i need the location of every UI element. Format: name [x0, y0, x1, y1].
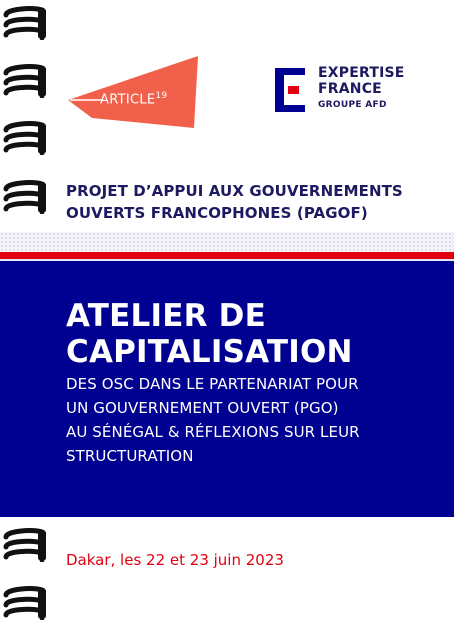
- subtitle-line: AU SÉNÉGAL & RÉFLEXIONS SUR LEUR: [66, 423, 360, 441]
- workshop-title-line2: CAPITALISATION: [66, 334, 353, 370]
- article19-logo-text: ARTICLE$^{19}$: [100, 91, 168, 108]
- workshop-title-line1: ATELIER DE: [66, 298, 266, 334]
- banner-top-rule: [0, 259, 454, 261]
- event-date: Dakar, les 22 et 23 juin 2023: [66, 551, 284, 569]
- binding-ring-icon: [2, 180, 48, 214]
- workshop-title: [66, 298, 353, 370]
- subtitle-line: DES OSC DANS LE PARTENARIAT POUR: [66, 375, 359, 393]
- binding-ring-icon: [2, 64, 48, 98]
- ef-line3: GROUPE AFD: [318, 100, 387, 110]
- project-title: [66, 180, 436, 224]
- project-title-line1: PROJET D’APPUI AUX GOUVERNEMENTS: [66, 182, 403, 200]
- dotted-band: [0, 232, 454, 254]
- red-stripe: [0, 252, 454, 259]
- workshop-subtitle: [66, 372, 436, 468]
- expertise-france-logo-icon: [275, 68, 305, 112]
- subtitle-line: UN GOUVERNEMENT OUVERT (PGO): [66, 399, 339, 417]
- ef-line1: EXPERTISE: [318, 65, 405, 81]
- binding-ring-icon: [2, 6, 48, 40]
- binding-ring-icon: [2, 121, 48, 155]
- project-title-line2: OUVERTS FRANCOPHONES (PAGOF): [66, 204, 368, 222]
- binding-ring-icon: [2, 528, 48, 562]
- binding-ring-icon: [2, 586, 48, 620]
- ef-line2: FRANCE: [318, 81, 382, 97]
- expertise-france-logo-text: [318, 66, 405, 110]
- subtitle-line: STRUCTURATION: [66, 447, 194, 465]
